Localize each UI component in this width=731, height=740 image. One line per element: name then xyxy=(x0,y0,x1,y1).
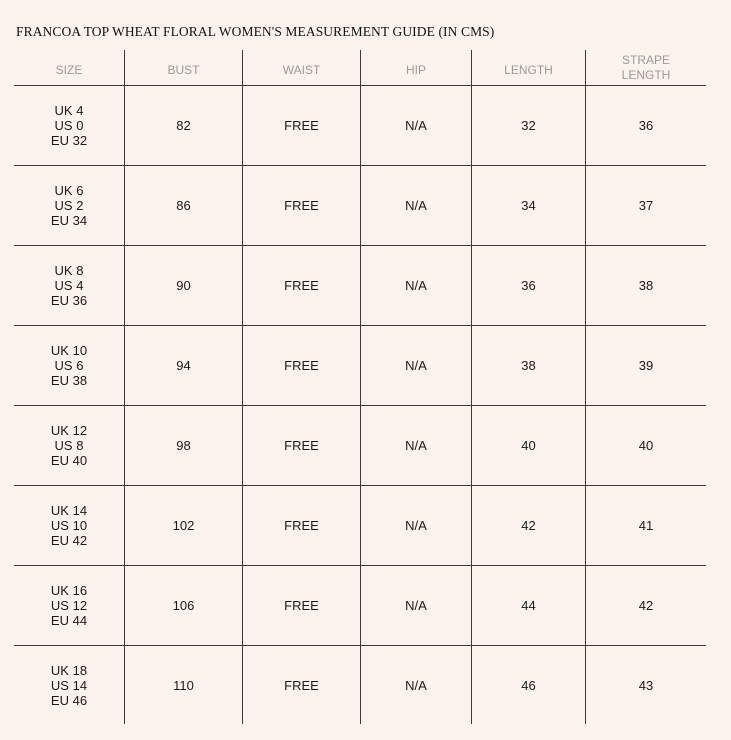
bust-cell: 98 xyxy=(125,406,243,485)
size-uk: UK 18 xyxy=(50,662,88,678)
strape-cell: 43 xyxy=(638,677,654,693)
header-bust: BUST xyxy=(125,50,243,85)
bust-cell: 110 xyxy=(125,646,243,724)
size-uk: UK 6 xyxy=(54,183,84,198)
length-cell: 40 xyxy=(472,406,586,485)
bust-cell: 106 xyxy=(125,566,243,645)
size-us: US 6 xyxy=(54,358,84,373)
size-stack xyxy=(51,103,87,148)
table-row xyxy=(14,326,706,406)
size-eu: EU 36 xyxy=(50,293,88,308)
size-cell xyxy=(14,166,125,245)
size-eu: EU 44 xyxy=(50,613,88,628)
size-stack xyxy=(51,343,87,388)
page-title: FRANCOA TOP WHEAT FLORAL WOMEN'S MEASUREMENT GUIDE (IN CMS) xyxy=(16,24,495,39)
table-row xyxy=(14,86,706,166)
strape-cell: 41 xyxy=(638,518,654,533)
size-stack xyxy=(51,183,87,228)
size-cell xyxy=(14,486,125,565)
size-us: US 14 xyxy=(50,677,88,693)
waist-cell: FREE xyxy=(243,86,361,165)
size-stack xyxy=(51,583,87,628)
hip-cell: N/A xyxy=(361,246,472,325)
size-eu: EU 40 xyxy=(50,453,88,468)
hip-cell: N/A xyxy=(361,166,472,245)
header-length: LENGTH xyxy=(472,50,586,85)
length-cell: 38 xyxy=(472,326,586,405)
hip-cell: N/A xyxy=(361,406,472,485)
hip-cell: N/A xyxy=(361,646,472,724)
size-stack xyxy=(51,503,87,548)
waist-cell: FREE xyxy=(243,566,361,645)
strape-cell: 38 xyxy=(638,278,654,293)
strape-cell: 36 xyxy=(638,118,654,133)
waist-cell: FREE xyxy=(243,166,361,245)
size-cell xyxy=(14,326,125,405)
size-us: US 8 xyxy=(54,438,84,453)
size-cell xyxy=(14,246,125,325)
table-row xyxy=(14,406,706,486)
waist-cell: FREE xyxy=(243,646,361,724)
size-eu: EU 38 xyxy=(50,373,88,388)
size-eu: EU 32 xyxy=(50,133,88,148)
waist-cell: FREE xyxy=(243,246,361,325)
table-row xyxy=(14,166,706,246)
length-cell: 36 xyxy=(472,246,586,325)
strape-cell: 37 xyxy=(638,198,654,213)
header-waist: WAIST xyxy=(243,50,361,85)
length-cell: 34 xyxy=(472,166,586,245)
waist-cell: FREE xyxy=(243,326,361,405)
size-cell xyxy=(14,406,125,485)
header-strape-line1: STRAPE xyxy=(621,52,670,67)
size-stack xyxy=(51,663,87,708)
size-stack xyxy=(51,263,87,308)
table-body xyxy=(14,86,706,724)
hip-cell: N/A xyxy=(361,86,472,165)
bust-cell: 102 xyxy=(125,486,243,565)
table-header xyxy=(14,50,706,86)
strape-cell: 42 xyxy=(638,598,654,613)
header-hip: HIP xyxy=(361,50,472,85)
size-uk: UK 16 xyxy=(50,583,88,598)
bust-cell: 90 xyxy=(125,246,243,325)
size-cell xyxy=(14,86,125,165)
size-us: US 10 xyxy=(50,518,88,533)
size-eu: EU 46 xyxy=(50,692,88,708)
size-us: US 0 xyxy=(54,118,84,133)
bust-cell: 86 xyxy=(125,166,243,245)
header-strape-line2: LENGTH xyxy=(621,67,671,82)
hip-cell: N/A xyxy=(361,566,472,645)
waist-cell: FREE xyxy=(243,406,361,485)
waist-cell: FREE xyxy=(243,486,361,565)
size-us: US 2 xyxy=(54,198,84,213)
size-uk: UK 12 xyxy=(50,423,88,438)
hip-cell: N/A xyxy=(361,326,472,405)
bust-cell: 82 xyxy=(125,86,243,165)
size-eu: EU 42 xyxy=(50,533,88,548)
size-us: US 4 xyxy=(54,278,84,293)
length-cell: 42 xyxy=(472,486,586,565)
length-cell: 32 xyxy=(472,86,586,165)
size-us: US 12 xyxy=(50,598,88,613)
size-cell xyxy=(14,566,125,645)
length-cell: 44 xyxy=(472,566,586,645)
size-cell xyxy=(14,646,125,724)
size-stack xyxy=(51,423,87,468)
strape-cell: 39 xyxy=(638,358,654,373)
table-row xyxy=(14,246,706,326)
size-eu: EU 34 xyxy=(50,213,88,228)
strape-cell: 40 xyxy=(638,438,654,453)
bust-cell: 94 xyxy=(125,326,243,405)
size-uk: UK 4 xyxy=(54,103,84,118)
table-row xyxy=(14,646,706,724)
size-uk: UK 8 xyxy=(54,263,84,278)
size-uk: UK 14 xyxy=(50,503,88,518)
table-row xyxy=(14,486,706,566)
header-size: SIZE xyxy=(14,50,125,85)
table-row xyxy=(14,566,706,646)
length-cell: 46 xyxy=(472,646,586,724)
size-uk: UK 10 xyxy=(50,343,88,358)
measurement-table xyxy=(14,50,706,724)
hip-cell: N/A xyxy=(361,486,472,565)
header-strape-length xyxy=(586,50,706,85)
